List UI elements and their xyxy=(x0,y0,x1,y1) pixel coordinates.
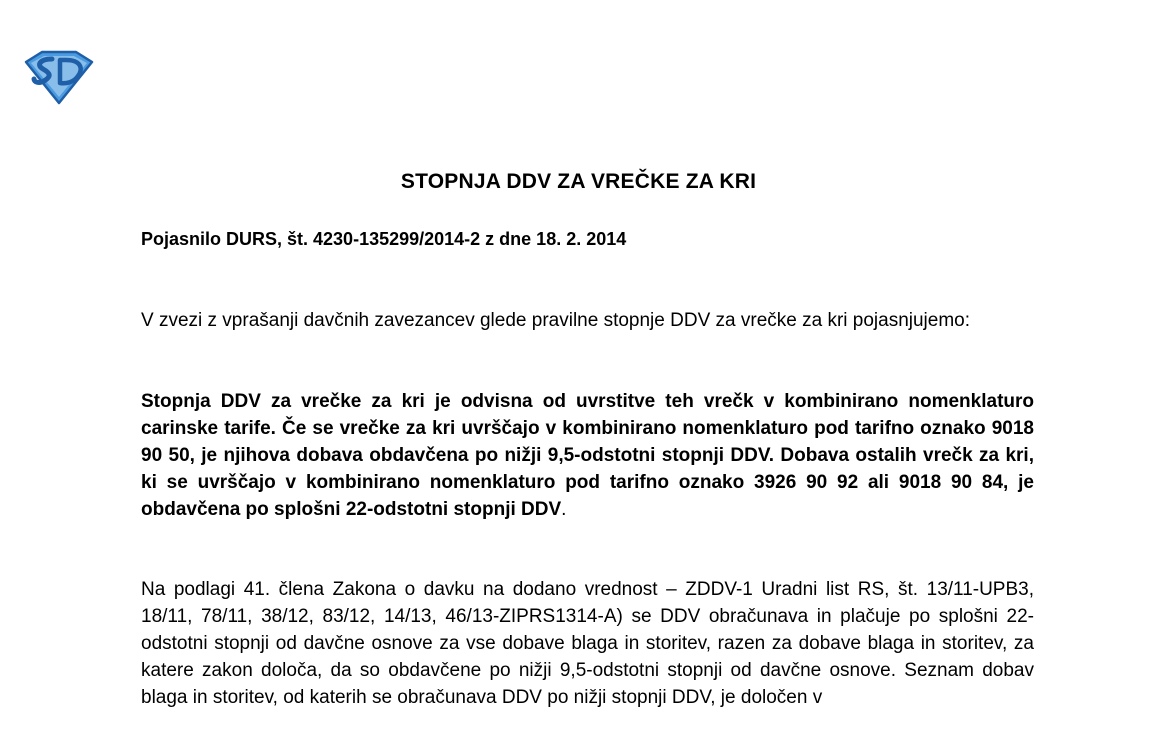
sd-logo-icon xyxy=(22,48,96,106)
ruling-paragraph xyxy=(141,388,1034,523)
intro-paragraph: V zvezi z vprašanji davčnih zavezancev glede pravilne stopnje DDV za vrečke za kri pojasnjujemo: xyxy=(141,310,971,331)
ruling-bold-text: Stopnja DDV za vrečke za kri je odvisna od uvrstitve teh vrečk v kombinirano nomenklaturo carinske tarife. Če se vrečke za kri uvrščajo v kombinirano nomenklaturo pod tarifno oznako 9018 90 50, je njihova dobava obdavčena po nižji 9,5-odstotni stopnji DDV. Dobava ostalih vrečk za kri, ki se uvrščajo v kombinirano nomenklaturo pod tarifno oznako 3926 90 92 ali 9018 90 84, je obdavčena po splošni 22-odstotni stopnji DDV xyxy=(141,391,1034,520)
ruling-end-text: . xyxy=(561,499,567,520)
legal-basis-paragraph: Na podlagi 41. člena Zakona o davku na dodano vrednost – ZDDV-1 Uradni list RS, št. 13/11-UPB3, 18/11, 78/11, 38/12, 83/12, 14/13, 46/13-ZIPRS1314-A) se DDV obračunava in plačuje po splošni 22-odstotni stopnji od davčne osnove za vse dobave blaga in storitev, razen za dobave blaga in storitev, za katere zakon določa, da so obdavčene po nižji 9,5-odstotni stopnji od davčne osnove. Seznam dobav blaga in storitev, od katerih se obračunava DDV po nižji stopnji DDV, je določen v xyxy=(141,579,1034,708)
document-subtitle: Pojasnilo DURS, št. 4230-135299/2014-2 z dne 18. 2. 2014 xyxy=(141,229,627,249)
document-title: STOPNJA DDV ZA VREČKE ZA KRI xyxy=(400,170,757,193)
